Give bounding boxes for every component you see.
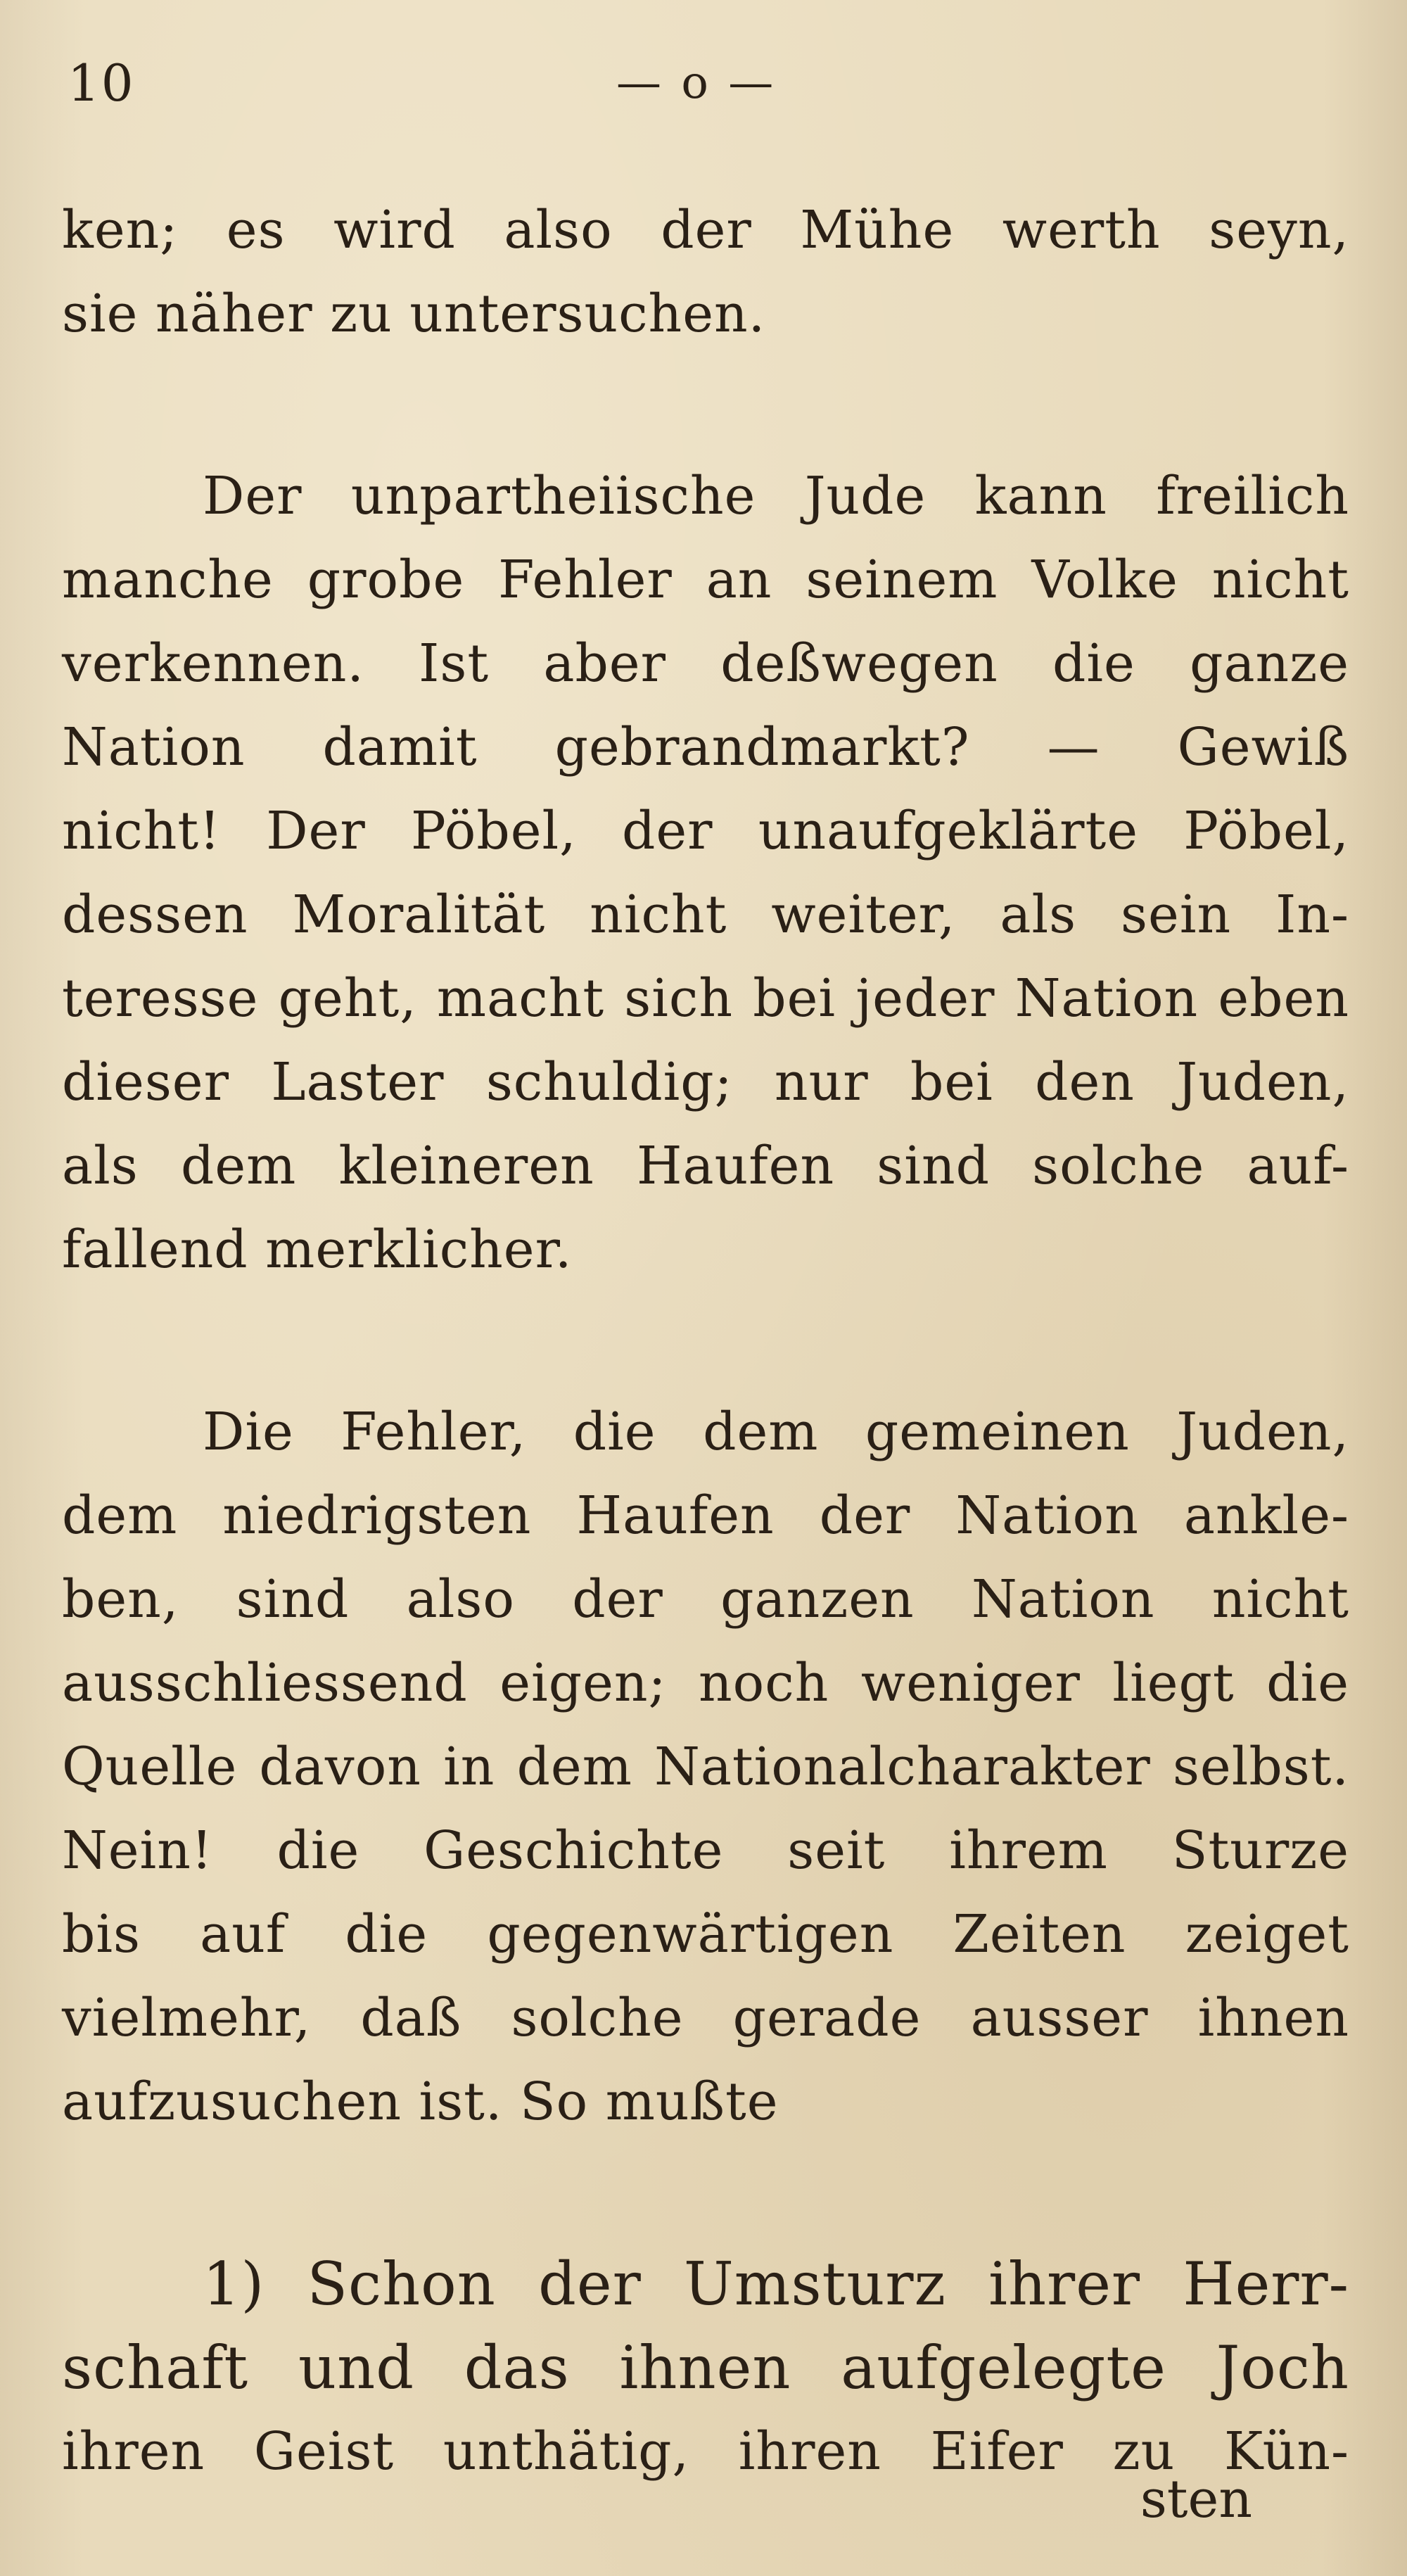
page-header (68, 55, 1334, 111)
text-line: Nation damit gebrandmarkt? — Gewiß (62, 717, 1349, 778)
paragraph-1 (62, 189, 1349, 356)
text-line: dessen Moralität nicht weiter, als sein In- (62, 884, 1349, 945)
paragraph-2 (62, 455, 1349, 1292)
paragraph-gap (62, 1292, 1349, 1390)
paragraph-3 (62, 1390, 1349, 2144)
text-line: ausschliessend eigen; noch weniger liegt die (62, 1653, 1349, 1713)
page-number: 10 (68, 53, 135, 113)
text-line: als dem kleineren Haufen sind solche auf- (62, 1136, 1349, 1196)
text-line: manche grobe Fehler an seinem Volke nicht (62, 550, 1349, 610)
body-text (62, 189, 1349, 2494)
text-line: sie näher zu untersuchen. (62, 284, 766, 344)
text-line: vielmehr, daß solche gerade ausser ihnen (62, 1988, 1349, 2048)
text-line: fallend merklicher. (62, 1219, 573, 1280)
text-line: dieser Laster schuldig; nur bei den Juden, (62, 1052, 1349, 1112)
text-line: aufzusuchen ist. So mußte (62, 2071, 779, 2132)
text-line: nicht! Der Pöbel, der unaufgeklärte Pöbel, (62, 801, 1349, 861)
paragraph-gap (62, 2144, 1349, 2242)
text-line: ben, sind also der ganzen Nation nicht (62, 1569, 1349, 1630)
paragraph-4-numbered (62, 2242, 1349, 2494)
paragraph-gap (62, 356, 1349, 455)
text-line: ihren Geist unthätig, ihren Eifer zu Kün- (62, 2421, 1349, 2482)
text-line: Die Fehler, die dem gemeinen Juden, (203, 1402, 1349, 1462)
text-line: teresse geht, macht sich bei jeder Nation eben (62, 968, 1349, 1029)
header-ornament: — o — (616, 57, 777, 109)
text-line: 1) Schon der Umsturz ihrer Herr- (203, 2250, 1349, 2318)
text-line: Nein! die Geschichte seit ihrem Sturze (62, 1820, 1349, 1881)
text-line: bis auf die gegenwärtigen Zeiten zeiget (62, 1904, 1349, 1965)
text-line: schaft und das ihnen aufgelegte Joch (62, 2333, 1349, 2402)
text-line: dem niedrigsten Haufen der Nation ankle- (62, 1485, 1349, 1546)
text-line: Quelle davon in dem Nationalcharakter selbst. (62, 1737, 1349, 1797)
text-line: ken; es wird also der Mühe werth seyn, (62, 200, 1349, 260)
text-line: verkennen. Ist aber deßwegen die ganze (62, 633, 1349, 694)
catchword: sten (1140, 2469, 1252, 2530)
text-line: Der unpartheiische Jude kann freilich (203, 466, 1349, 526)
